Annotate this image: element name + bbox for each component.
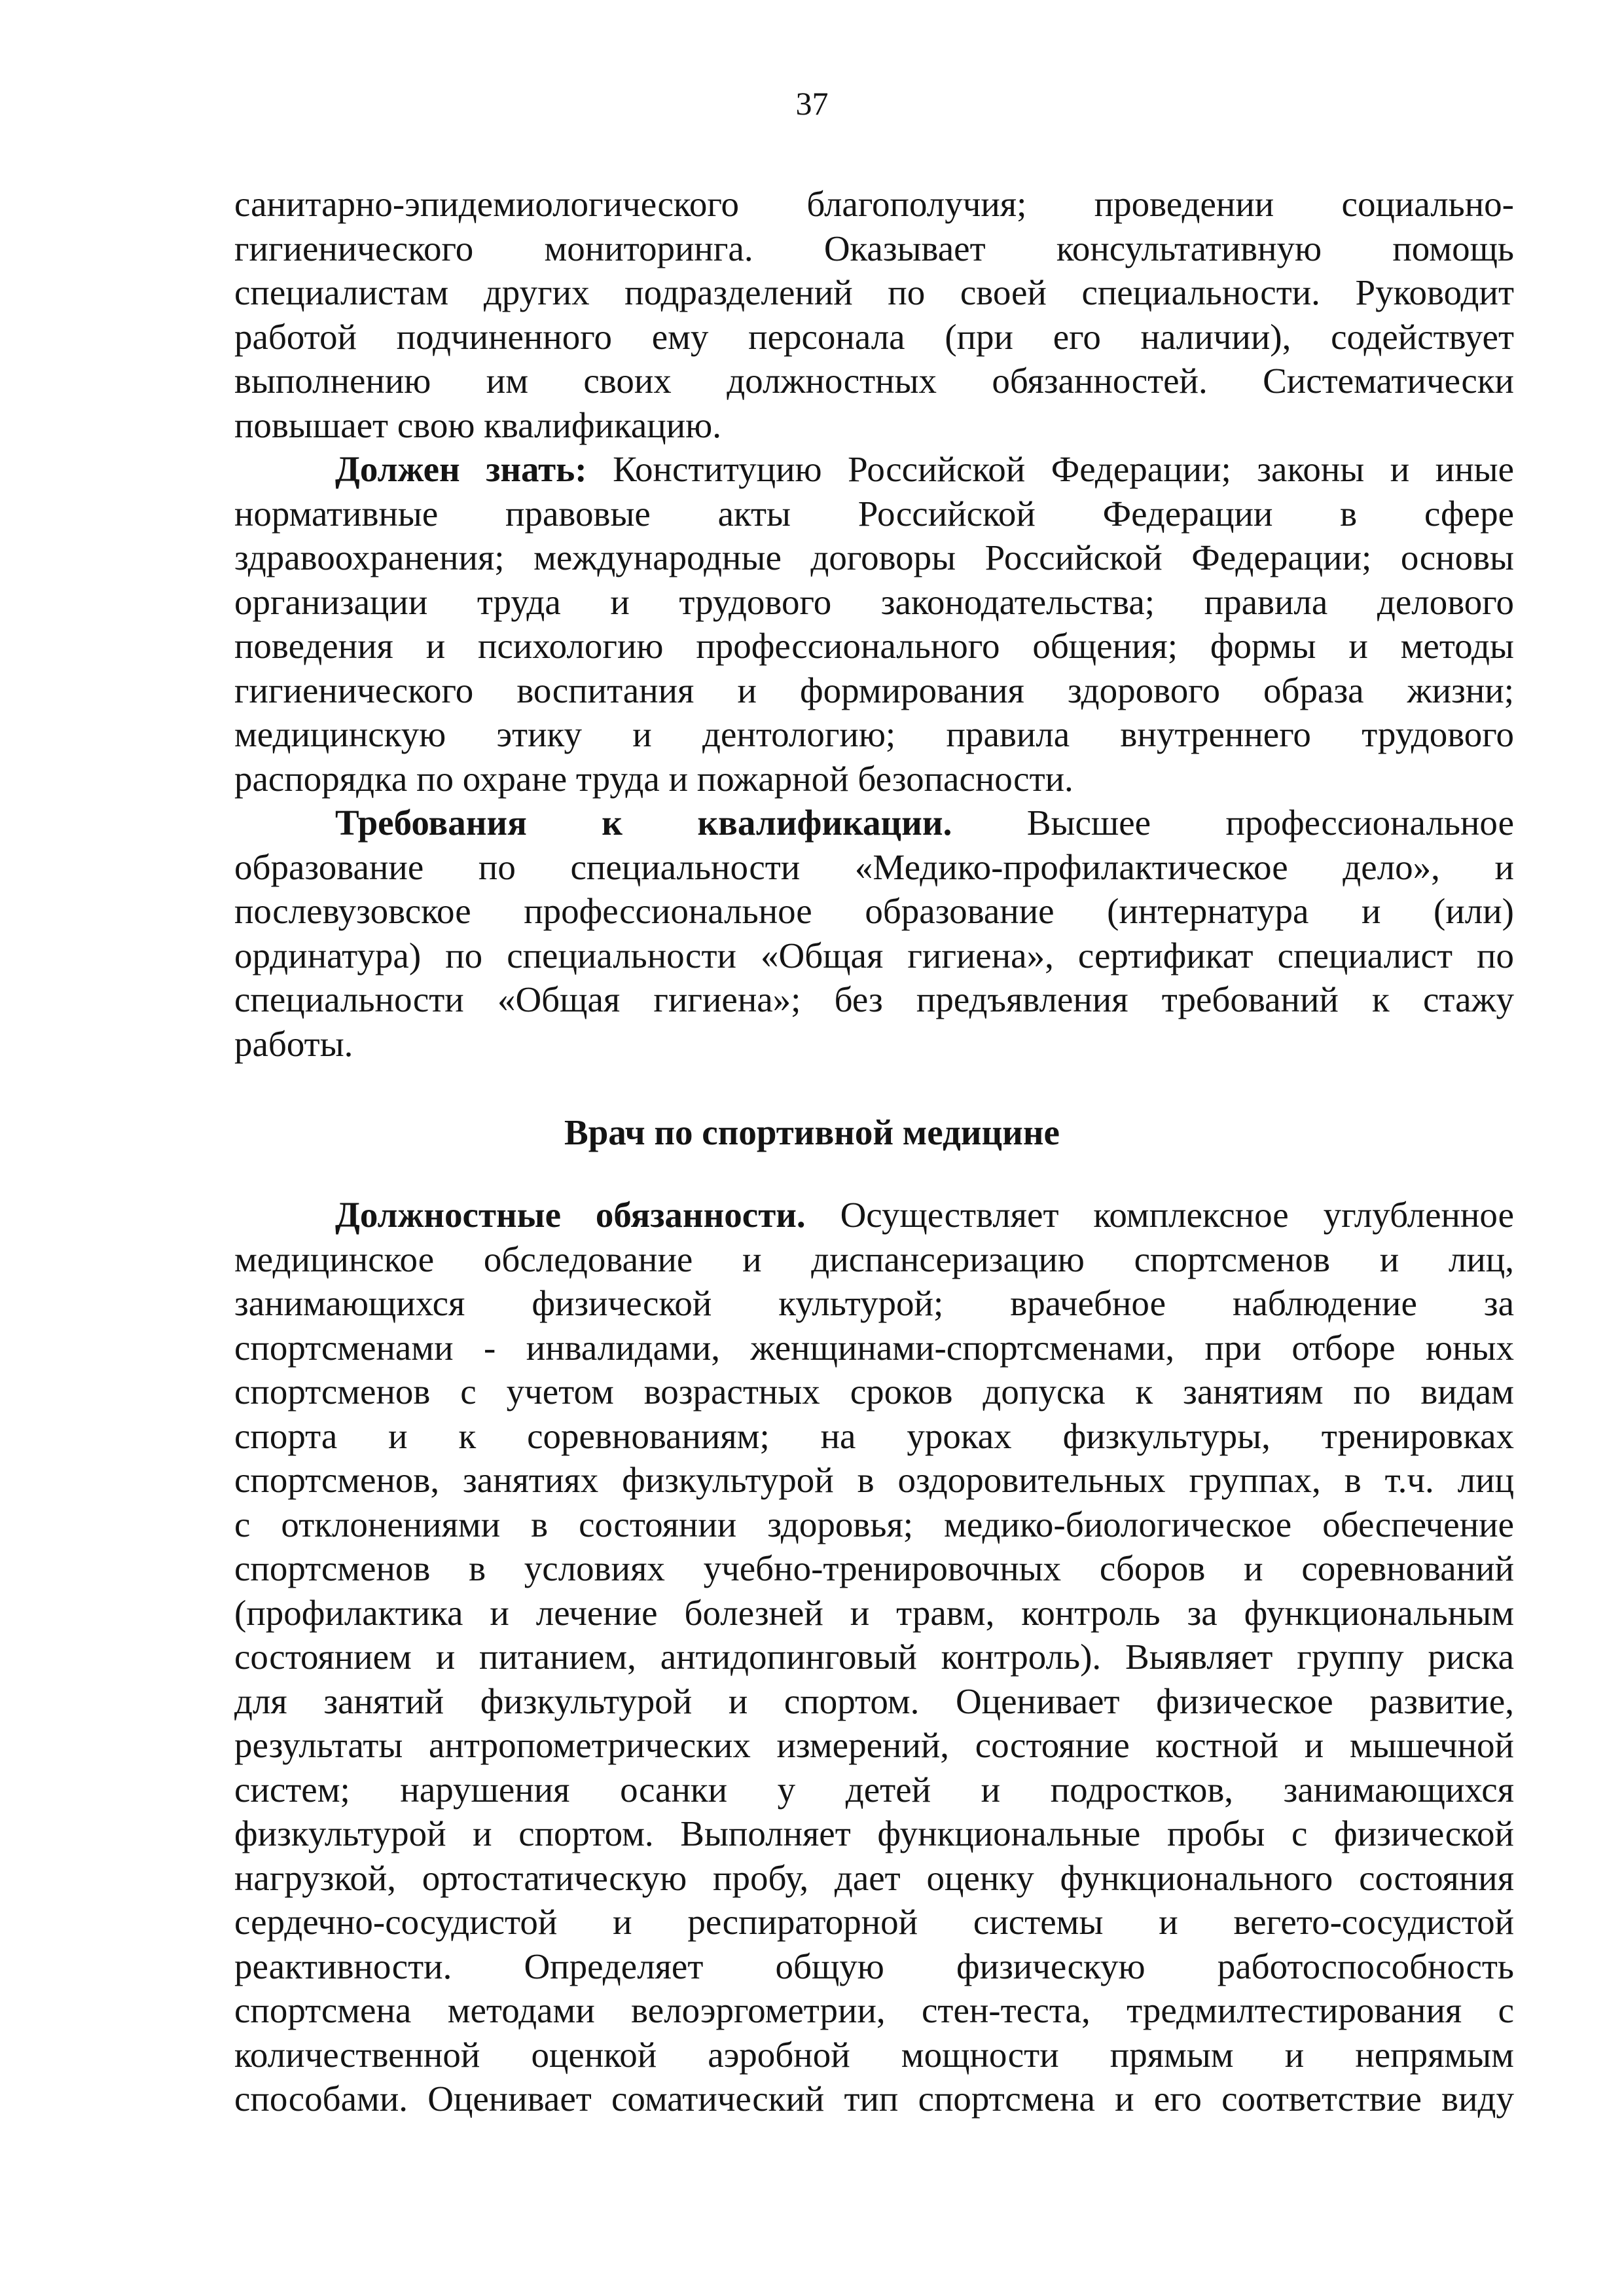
- text-line: (профилактика и лечение болезней и травм, контроль за функциональным: [234, 1592, 1514, 1633]
- text-line: систем; нарушения осанки у детей и подростков, занимающихся: [234, 1769, 1514, 1810]
- text-line: спортсменов с учетом возрастных сроков допуска к занятиям по видам: [234, 1372, 1514, 1412]
- text-line: [234, 1193, 1514, 1237]
- text-line: результаты антропометрических измерений, состояние костной и мышечной: [234, 1725, 1514, 1765]
- text-block-bottom: [234, 1193, 1514, 2121]
- text-fragment: Конституцию Российской Федерации; законы и иные: [586, 449, 1515, 489]
- text-line: медицинское обследование и диспансеризацию спортсменов и лиц,: [234, 1239, 1514, 1279]
- text-line: медицинскую этику и дентологию; правила внутреннего трудового: [234, 714, 1514, 754]
- text-line: специальности «Общая гигиена»; без предъявления требований к стажу: [234, 979, 1514, 1019]
- text-line: спортсменами - инвалидами, женщинами-спортсменами, при отборе юных: [234, 1327, 1514, 1368]
- paragraph-continuation: [234, 182, 1514, 447]
- text-line: реактивности. Определяет общую физическую работоспособность: [234, 1946, 1514, 1986]
- text-line: работой подчиненного ему персонала (при его наличии), содействует: [234, 316, 1514, 357]
- text-line: выполнению им своих должностных обязанностей. Систематически: [234, 361, 1514, 401]
- paragraph-lead: Должностные обязанности.: [335, 1195, 806, 1235]
- text-line: количественной оценкой аэробной мощности прямым и непрямым: [234, 2034, 1514, 2075]
- text-line: способами. Оценивает соматический тип спортсмена и его соответствие виду: [234, 2079, 1514, 2119]
- text-line: спортсменов в условиях учебно-тренировочных сборов и соревнований: [234, 1548, 1514, 1588]
- text-line: организации труда и трудового законодательства; правила делового: [234, 581, 1514, 622]
- text-fragment: Осуществляет комплексное углубленное: [805, 1195, 1515, 1235]
- text-line: занимающихся физической культурой; врачебное наблюдение за: [234, 1283, 1514, 1323]
- paragraph-duties: [234, 1193, 1514, 2121]
- text-line: с отклонениями в состоянии здоровья; медико-биологическое обеспечение: [234, 1504, 1514, 1544]
- text-line: повышает свою квалификацию.: [234, 405, 721, 445]
- page-number: 37: [795, 85, 829, 122]
- paragraph-must-know: [234, 447, 1514, 801]
- text-line: спортсменов, занятиях физкультурой в оздоровительных группах, в т.ч. лиц: [234, 1460, 1514, 1500]
- paragraph-qualification: [234, 801, 1514, 1066]
- text-line: состоянием и питанием, антидопинговый контроль). Выявляет группу риска: [234, 1637, 1514, 1677]
- text-line: спорта и к соревнованиям; на уроках физкультуры, тренировках: [234, 1415, 1514, 1456]
- text-fragment: Высшее профессиональное: [952, 803, 1514, 843]
- text-block-top: [234, 182, 1514, 1066]
- text-line: нормативные правовые акты Российской Федерации в сфере: [234, 493, 1514, 534]
- text-line: спортсмена методами велоэргометрии, стен-теста, тредмилтестирования с: [234, 1990, 1514, 2030]
- text-line: [234, 801, 1514, 845]
- text-line: послевузовское профессиональное образование (интернатура и (или): [234, 891, 1514, 931]
- paragraph-lead: Должен знать:: [335, 449, 587, 489]
- text-line: здравоохранения; международные договоры Российской Федерации; основы: [234, 538, 1514, 577]
- section-title: Врач по спортивной медицине: [564, 1112, 1060, 1152]
- text-line: [234, 447, 1514, 492]
- text-line: ординатура) по специальности «Общая гигиена», сертификат специалист по: [234, 935, 1514, 975]
- text-line: распорядка по охране труда и пожарной безопасности.: [234, 758, 1074, 799]
- text-line: образование по специальности «Медико-профилактическое дело», и: [234, 847, 1514, 887]
- text-line: физкультурой и спортом. Выполняет функциональные пробы с физической: [234, 1813, 1514, 1853]
- text-line: санитарно-эпидемиологического благополучия; проведении социально-: [234, 184, 1514, 224]
- text-line: сердечно-сосудистой и респираторной системы и вегето-сосудистой: [234, 1902, 1514, 1942]
- text-line: гигиенического воспитания и формирования здорового образа жизни;: [234, 670, 1514, 710]
- text-line: нагрузкой, ортостатическую пробу, дает оценку функционального состояния: [234, 1857, 1514, 1898]
- text-line: работы.: [234, 1023, 353, 1064]
- text-line: специалистам других подразделений по своей специальности. Руководит: [234, 272, 1514, 312]
- text-line: поведения и психологию профессионального общения; формы и методы: [234, 626, 1514, 666]
- text-line: для занятий физкультурой и спортом. Оценивает физическое развитие,: [234, 1681, 1514, 1721]
- paragraph-lead: Требования к квалификации.: [335, 803, 952, 843]
- text-line: гигиенического мониторинга. Оказывает консультативную помощь: [234, 228, 1514, 268]
